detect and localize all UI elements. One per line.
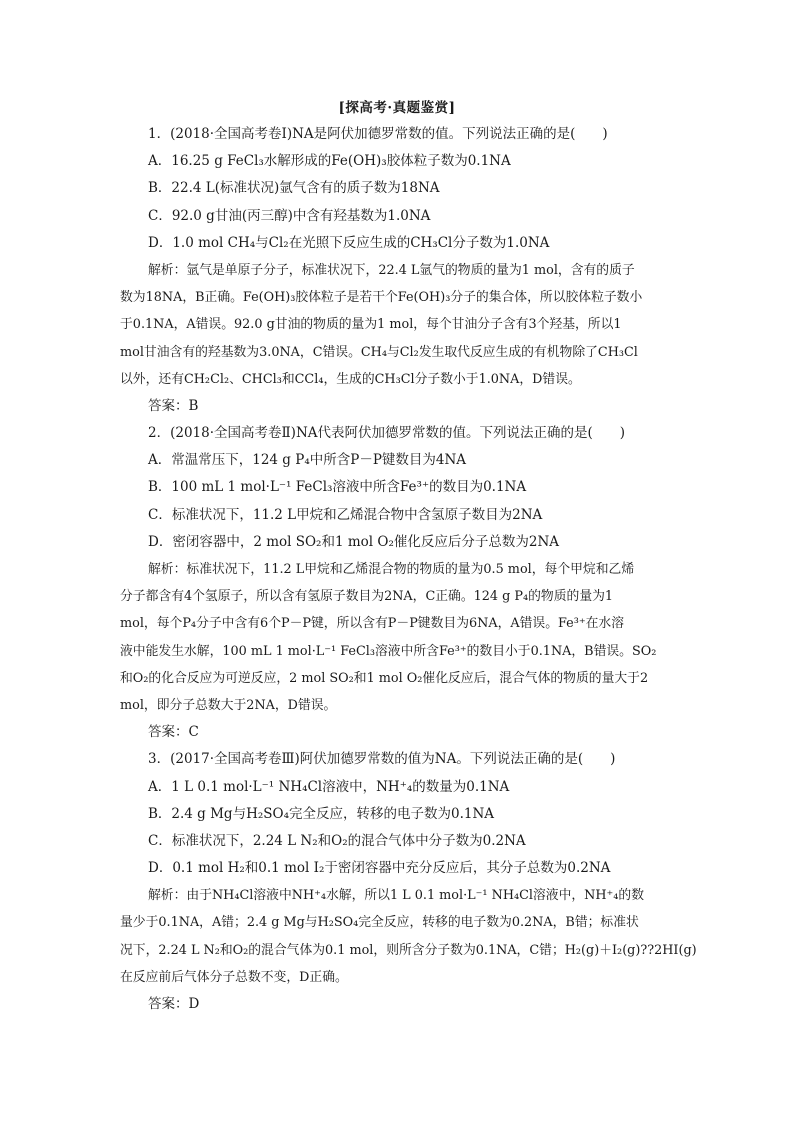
- analysis-line: 分子都含有4个氢原子，所以含有氢原子数目为2NA，C正确。124 g P₄的物质的量为1: [120, 589, 614, 605]
- option-c: C．标准状况下，11.2 L甲烷和乙烯混合物中含氢原子数目为2NA: [148, 506, 543, 523]
- question-1: [0, 121, 794, 420]
- option-c: C．92.0 g甘油(丙三醇)中含有羟基数为1.0NA: [148, 207, 431, 224]
- option-b: B．2.4 g Mg与H₂SO₄完全反应，转移的电子数为0.1NA: [148, 805, 495, 822]
- question-3: [0, 746, 794, 1018]
- analysis-line: 以外，还有CH₂Cl₂、CHCl₃和CCl₄，生成的CH₃Cl分子数小于1.0NA，D错误。: [120, 371, 581, 387]
- option-a: A．常温常压下，124 g P₄中所含P－P键数目为4NA: [148, 452, 467, 469]
- option-d: D．1.0 mol CH₄与Cl₂在光照下反应生成的CH₃Cl分子数为1.0NA: [148, 234, 550, 251]
- analysis-line: 数为18NA，B正确。Fe(OH)₃胶体粒子是若干个Fe(OH)₃分子的集合体，所以胶体粒子数小: [120, 290, 643, 306]
- analysis-line: 和O₂的化合反应为可逆反应，2 mol SO₂和1 mol O₂催化反应后，混合气体的物质的量大于2: [120, 670, 649, 686]
- option-d: D．密闭容器中，2 mol SO₂和1 mol O₂催化反应后分子总数为2NA: [148, 533, 560, 550]
- question-stem: 1．(2018·全国高考卷Ⅰ)NA是阿伏加德罗常数的值。下列说法正确的是( ): [148, 126, 608, 142]
- question-stem: 3．(2017·全国高考卷Ⅲ)阿伏加德罗常数的值为NA。下列说法正确的是( ): [148, 751, 616, 768]
- option-b: B．100 mL 1 mol·L⁻¹ FeCl₃溶液中所含Fe³⁺的数目为0.1NA: [148, 479, 527, 496]
- answer: 答案：D: [148, 996, 200, 1012]
- analysis-line: 液中能发生水解，100 mL 1 mol·L⁻¹ FeCl₃溶液中所含Fe³⁺的数目小于0.1NA，B错误。SO₂: [120, 643, 657, 659]
- option-a: A．16.25 g FeCl₃水解形成的Fe(OH)₃胶体粒子数为0.1NA: [148, 153, 511, 170]
- content: [0, 121, 794, 1018]
- analysis-line: 量少于0.1NA，A错；2.4 g Mg与H₂SO₄完全反应，转移的电子数为0.2NA，B错；标准状: [120, 915, 639, 931]
- question-stem: 2．(2018·全国高考卷Ⅱ)NA代表阿伏加德罗常数的值。下列说法正确的是( ): [148, 425, 626, 442]
- analysis-line: 解析：氩气是单原子分子，标准状况下，22.4 L氩气的物质的量为1 mol，含有的质子: [148, 262, 635, 278]
- analysis-line: 况下，2.24 L N₂和O₂的混合气体为0.1 mol，则所含分子数为0.1NA，C错；H₂(g)＋I₂(g)??2HI(g): [120, 942, 697, 958]
- option-d: D．0.1 mol H₂和0.1 mol I₂于密闭容器中充分反应后，其分子总数为0.2NA: [148, 860, 611, 877]
- option-a: A．1 L 0.1 mol·L⁻¹ NH₄Cl溶液中，NH⁺₄的数量为0.1NA: [148, 778, 510, 795]
- option-c: C．标准状况下，2.24 L N₂和O₂的混合气体中分子数为0.2NA: [148, 832, 526, 849]
- section-title: [探高考·真题鉴赏]: [338, 100, 456, 116]
- question-2: [0, 420, 794, 746]
- analysis-line: 于0.1NA，A错误。92.0 g甘油的物质的量为1 mol，每个甘油分子含有3个羟基，所以1: [120, 317, 622, 333]
- analysis-line: mol，每个P₄分子中含有6个P－P键，所以含有P－P键数目为6NA，A错误。Fe³⁺在水溶: [120, 616, 625, 632]
- answer: 答案：B: [148, 397, 199, 414]
- analysis-line: mol，即分子总数大于2NA，D错误。: [120, 697, 337, 713]
- option-b: B．22.4 L(标准状况)氩气含有的质子数为18NA: [148, 180, 440, 197]
- analysis-line: mol甘油含有的羟基数为3.0NA，C错误。CH₄与Cl₂发生取代反应生成的有机物除了CH₃Cl: [120, 344, 638, 360]
- analysis-line: 解析：由于NH₄Cl溶液中NH⁺₄水解，所以1 L 0.1 mol·L⁻¹ NH₄Cl溶液中，NH⁺₄的数: [148, 888, 645, 904]
- analysis-line: 在反应前后气体分子总数不变，D正确。: [120, 969, 348, 985]
- answer: 答案：C: [148, 724, 199, 741]
- analysis-line: 解析：标准状况下，11.2 L甲烷和乙烯混合物的物质的量为0.5 mol，每个甲烷和乙烯: [148, 562, 635, 577]
